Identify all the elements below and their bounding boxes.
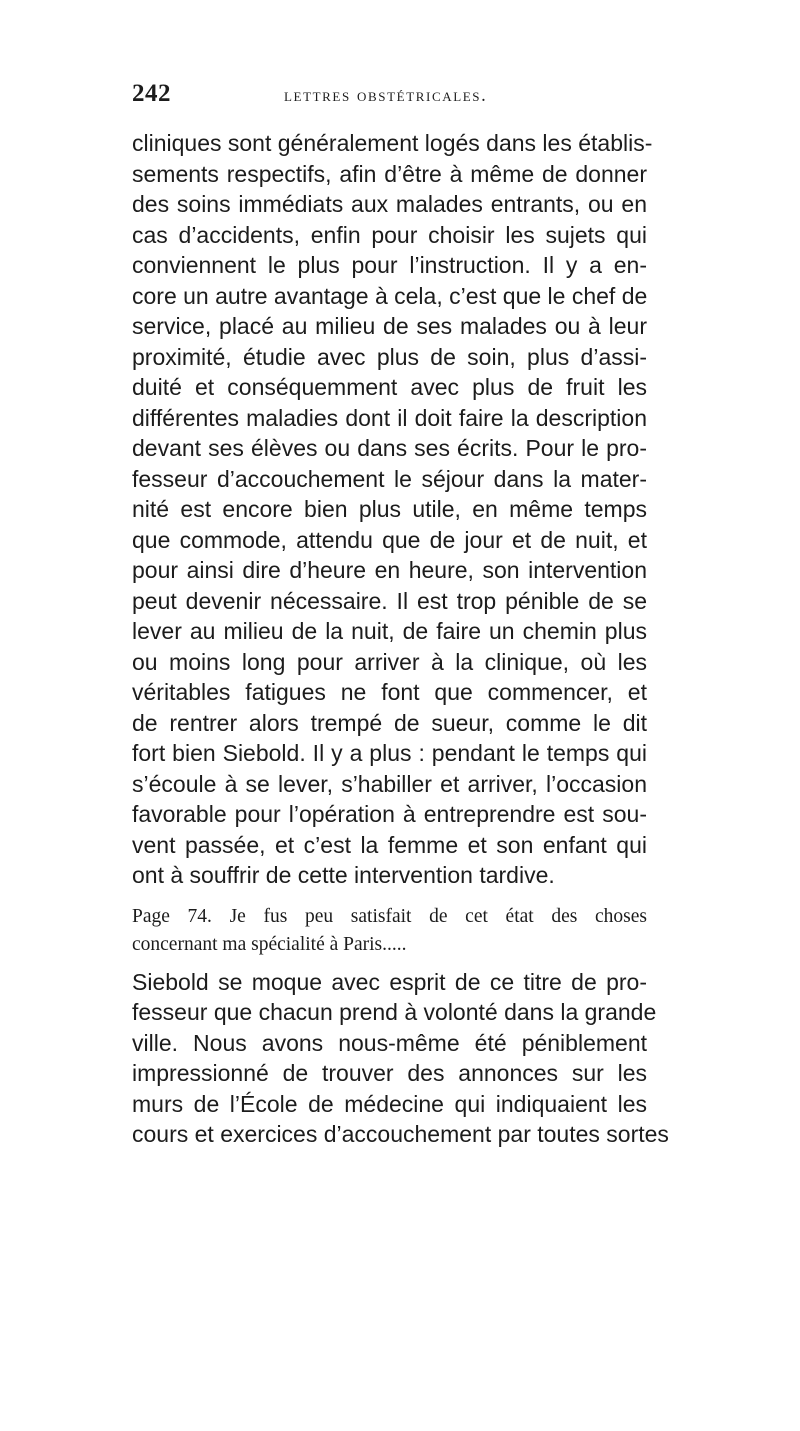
running-title: lettres obstétricales. <box>284 86 488 106</box>
running-head <box>132 80 642 120</box>
page-number: 242 <box>132 80 171 107</box>
text-line: s’écoule à se lever, s’habiller et arriver, l’occasion <box>132 770 647 797</box>
paragraph-1 <box>132 128 653 891</box>
text-line: pour ainsi dire d’heure en heure, son intervention <box>132 557 647 583</box>
text-line: cours et exercices d’accouchement par toutes sortes <box>132 1121 669 1147</box>
text-line: ont à souffrir de cette intervention tardive. <box>132 862 555 888</box>
text-line: vent passée, et c’est la femme et son enfant qui <box>132 831 647 858</box>
text-line: de rentrer alors trempé de sueur, comme le dit <box>132 709 647 736</box>
text-line: murs de l’École de médecine qui indiquaient les <box>132 1090 647 1117</box>
text-line: cliniques sont généralement logés dans les établis- <box>132 130 653 156</box>
text-line: fort bien Siebold. Il y a plus : pendant le temps qui <box>132 740 647 766</box>
quote-line: concernant ma spécialité à Paris..... <box>132 933 407 955</box>
text-line: favorable pour l’opération à entreprendre est sou- <box>132 801 647 827</box>
text-line: que commode, attendu que de jour et de nuit, et <box>132 526 647 553</box>
text-line: ou moins long pour arriver à la clinique, où les <box>132 648 647 675</box>
text-line: différentes maladies dont il doit faire la description <box>132 404 647 431</box>
text-line: lever au milieu de la nuit, de faire un chemin plus <box>132 618 647 644</box>
quoted-excerpt <box>132 903 647 959</box>
text-line: sements respectifs, afin d’être à même de donner <box>132 160 647 187</box>
text-line: nité est encore bien plus utile, en même temps <box>132 496 647 522</box>
text-line: service, placé au milieu de ses malades ou à leur <box>132 313 647 339</box>
quote-line: Page 74. Je fus peu satisfait de cet état des choses <box>132 905 647 927</box>
text-line: proximité, étudie avec plus de soin, plus d’assi- <box>132 343 647 370</box>
text-line: cas d’accidents, enfin pour choisir les sujets qui <box>132 221 647 248</box>
text-line: des soins immédiats aux malades entrants, ou en <box>132 191 647 217</box>
text-line: conviennent le plus pour l’instruction. Il y a en- <box>132 252 647 278</box>
paragraph-2 <box>132 967 669 1150</box>
text-line: véritables fatigues ne font que commencer, et <box>132 679 647 705</box>
body-text <box>132 128 669 1150</box>
text-line: devant ses élèves ou dans ses écrits. Pour le pro- <box>132 435 647 461</box>
text-line: ville. Nous avons nous-même été péniblement <box>132 1029 647 1056</box>
text-line: peut devenir nécessaire. Il est trop pénible de se <box>132 587 647 614</box>
text-line: core un autre avantage à cela, c’est que le chef de <box>132 282 648 309</box>
text-line: Siebold se moque avec esprit de ce titre de pro- <box>132 968 647 995</box>
text-line: duité et conséquemment avec plus de fruit les <box>132 374 647 400</box>
text-line: fesseur que chacun prend à volonté dans la grande <box>132 999 657 1025</box>
text-line: fesseur d’accouchement le séjour dans la mater- <box>132 465 647 492</box>
text-line: impressionné de trouver des annonces sur les <box>132 1060 647 1086</box>
